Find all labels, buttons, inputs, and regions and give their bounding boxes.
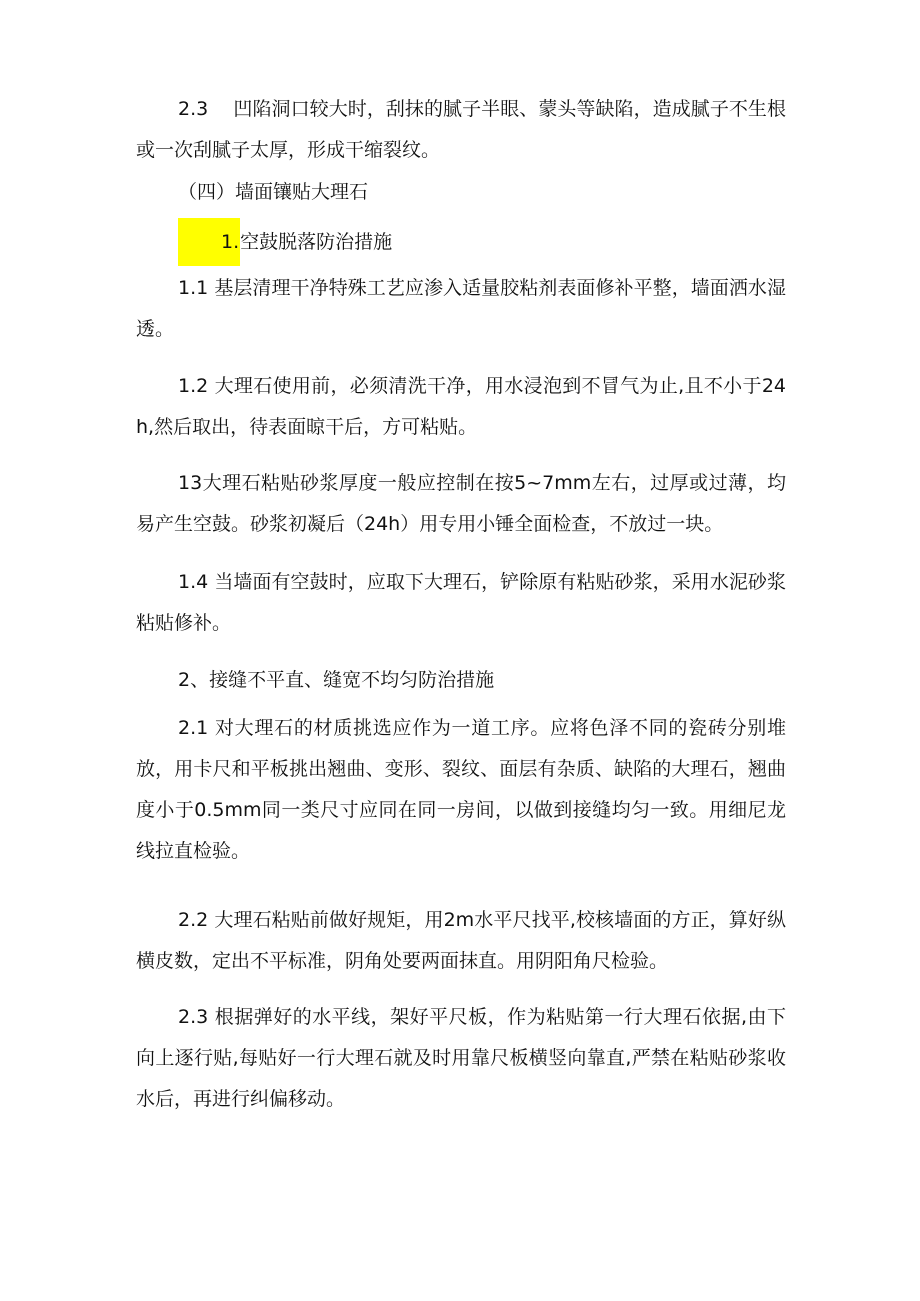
subheading-joint-prevention: 2、接缝不平直、缝宽不均匀防治措施 bbox=[178, 669, 495, 691]
paragraph-1-3: 13大理石粘贴砂浆厚度一般应控制在按5~7mm左右，过厚或过薄，均易产生空鼓。砂浆初凝后（24h）用专用小锤全面检查，不放过一块。 bbox=[136, 472, 786, 535]
paragraph-2-3: 2.3 根据弹好的水平线，架好平尺板，作为粘贴第一行大理石依据,由下向上逐行贴,每贴好一行大理石就及时用靠尺板横竖向靠直,严禁在粘贴砂浆收水后，再进行纠偏移动。 bbox=[136, 1006, 786, 1110]
paragraph-2-2: 2.2 大理石粘贴前做好规矩，用2m水平尺找平,校核墙面的方正，算好纵横皮数，定出不平标准，阴角处要两面抹直。用阴阳角尺检验。 bbox=[136, 909, 786, 972]
paragraph-putty-defects: 2.3 凹陷洞口较大时，刮抹的腻子半眼、蒙头等缺陷，造成腻子不生根或一次刮腻子太厚，形成干缩裂纹。 bbox=[136, 98, 786, 161]
highlighted-number: 1. bbox=[178, 218, 240, 266]
paragraph-1-4: 1.4 当墙面有空鼓时，应取下大理石，铲除原有粘贴砂浆，采用水泥砂浆粘贴修补。 bbox=[136, 571, 786, 634]
subheading-hollow-prevention bbox=[136, 218, 786, 266]
paragraph-2-1: 2.1 对大理石的材质挑选应作为一道工序。应将色泽不同的瓷砖分别堆放，用卡尺和平板挑出翘曲、变形、裂纹、面层有杂质、缺陷的大理石，翘曲度小于0.5mm同一类尺寸应同在同一房间，以做到接缝均匀一致。用细尼龙线拉直检验。 bbox=[136, 717, 786, 862]
paragraph-1-2: 1.2 大理石使用前，必须清洗干净，用水浸泡到不冒气为止,且不小于24h,然后取出，待表面晾干后，方可粘贴。 bbox=[136, 375, 786, 438]
paragraph-1-1: 1.1 基层清理干净特殊工艺应渗入适量胶粘剂表面修补平整，墙面洒水湿透。 bbox=[136, 277, 786, 340]
subheading-text: 空鼓脱落防治措施 bbox=[240, 231, 393, 253]
section-heading-marble-wall: （四）墙面镶贴大理石 bbox=[178, 181, 369, 203]
